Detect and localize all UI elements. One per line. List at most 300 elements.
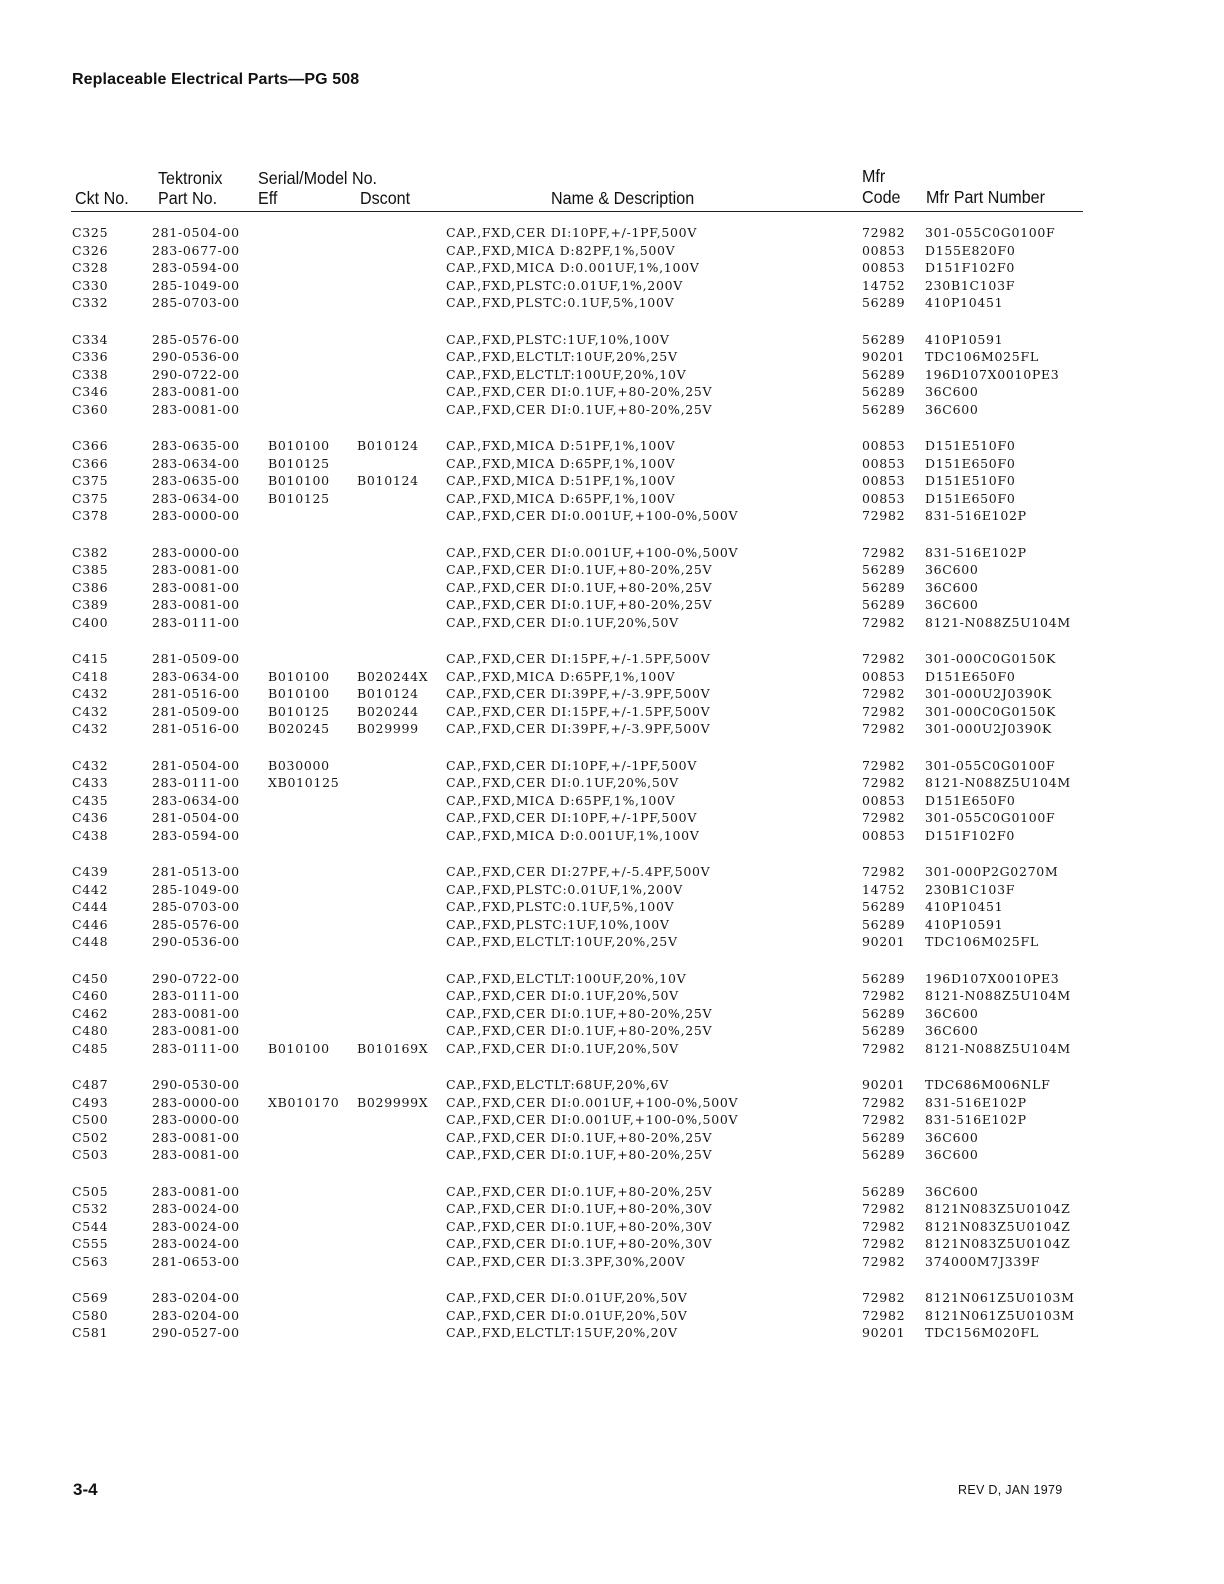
eff-serial: B020245 bbox=[268, 721, 330, 737]
table-row bbox=[0, 1077, 1224, 1095]
part-no: 281-0513-00 bbox=[152, 864, 240, 879]
name-description: CAP.,FXD,CER DI:39PF,+/-3.9PF,500V bbox=[446, 686, 711, 702]
eff-serial: B010100 bbox=[268, 438, 330, 453]
part-no: 290-0530-00 bbox=[152, 1077, 240, 1092]
ckt-no: C378 bbox=[72, 508, 109, 524]
part-no: 283-0081-00 bbox=[152, 1005, 240, 1021]
mfr-code: 56289 bbox=[862, 401, 906, 417]
mfr-code: 00853 bbox=[862, 490, 906, 506]
part-no: 281-0516-00 bbox=[152, 721, 240, 737]
part-no: 283-0081-00 bbox=[152, 597, 240, 613]
ckt-no: C503 bbox=[72, 1147, 109, 1163]
ckt-no: C544 bbox=[72, 1218, 109, 1234]
name-description: CAP.,FXD,CER DI:0.1UF,+80-20%,30V bbox=[446, 1218, 713, 1234]
eff-serial: B010100 bbox=[268, 668, 330, 684]
mfr-part-number: 8121-N088Z5U104M bbox=[925, 988, 1071, 1004]
name-description: CAP.,FXD,CER DI:10PF,+/-1PF,500V bbox=[446, 810, 698, 826]
ckt-no: C346 bbox=[72, 384, 109, 400]
mfr-part-number: 8121N061Z5U0103M bbox=[925, 1290, 1075, 1305]
row-group bbox=[0, 1290, 1224, 1397]
mfr-part-number: 230B1C103F bbox=[925, 277, 1016, 293]
part-no: 283-0111-00 bbox=[152, 1040, 240, 1056]
mfr-part-number: 410P10451 bbox=[925, 295, 1004, 311]
ckt-no: C487 bbox=[72, 1077, 109, 1092]
mfr-part-number: 8121N083Z5U0104Z bbox=[925, 1236, 1071, 1252]
part-no: 283-0594-00 bbox=[152, 827, 240, 843]
table-row bbox=[0, 1112, 1224, 1130]
mfr-part-number: 8121N061Z5U0103M bbox=[925, 1307, 1075, 1323]
name-description: CAP.,FXD,CER DI:0.001UF,+100-0%,500V bbox=[446, 1094, 739, 1110]
mfr-part-number: D155E820F0 bbox=[925, 242, 1016, 258]
mfr-part-number: 196D107X0010PE3 bbox=[925, 970, 1060, 986]
ckt-no: C389 bbox=[72, 597, 109, 613]
table-row bbox=[0, 402, 1224, 420]
table-row bbox=[0, 1201, 1224, 1219]
page-number: 3-4 bbox=[73, 1480, 98, 1499]
part-no: 285-0703-00 bbox=[152, 899, 240, 915]
name-description: CAP.,FXD,CER DI:0.1UF,+80-20%,25V bbox=[446, 1129, 713, 1145]
ckt-no: C442 bbox=[72, 881, 109, 897]
ckt-no: C438 bbox=[72, 827, 109, 843]
row-group bbox=[0, 332, 1224, 439]
part-no: 281-0509-00 bbox=[152, 651, 240, 666]
name-description: CAP.,FXD,ELCTLT:10UF,20%,25V bbox=[446, 349, 678, 365]
name-description: CAP.,FXD,MICA D:0.001UF,1%,100V bbox=[446, 827, 700, 843]
table-row bbox=[0, 491, 1224, 509]
name-description: CAP.,FXD,CER DI:0.1UF,+80-20%,25V bbox=[446, 401, 713, 417]
table-row bbox=[0, 1308, 1224, 1326]
table-row bbox=[0, 775, 1224, 793]
part-no: 281-0504-00 bbox=[152, 810, 240, 826]
mfr-code: 56289 bbox=[862, 1129, 906, 1145]
name-description: CAP.,FXD,PLSTC:0.1UF,5%,100V bbox=[446, 899, 675, 915]
name-description: CAP.,FXD,CER DI:27PF,+/-5.4PF,500V bbox=[446, 864, 711, 879]
ckt-no: C375 bbox=[72, 473, 109, 489]
mfr-code: 56289 bbox=[862, 384, 906, 400]
mfr-code: 72982 bbox=[862, 1218, 906, 1234]
name-description: CAP.,FXD,CER DI:0.1UF,20%,50V bbox=[446, 1040, 679, 1056]
mfr-part-number: 374000M7J339F bbox=[925, 1253, 1041, 1269]
dscont-serial: B020244X bbox=[357, 668, 429, 684]
name-description: CAP.,FXD,MICA D:0.001UF,1%,100V bbox=[446, 260, 700, 276]
ckt-no: C432 bbox=[72, 757, 109, 773]
ckt-no: C502 bbox=[72, 1129, 109, 1145]
name-description: CAP.,FXD,PLSTC:0.01UF,1%,200V bbox=[446, 881, 683, 897]
mfr-code: 72982 bbox=[862, 508, 906, 524]
row-group bbox=[0, 971, 1224, 1078]
table-row bbox=[0, 934, 1224, 952]
row-group bbox=[0, 1184, 1224, 1291]
ckt-no: C336 bbox=[72, 349, 109, 365]
header-tektronix: Tektronix bbox=[158, 168, 223, 188]
name-description: CAP.,FXD,ELCTLT:68UF,20%,6V bbox=[446, 1077, 670, 1092]
part-no: 283-0594-00 bbox=[152, 260, 240, 276]
mfr-part-number: 301-000U2J0390K bbox=[925, 721, 1053, 737]
mfr-part-number: D151E510F0 bbox=[925, 438, 1016, 453]
name-description: CAP.,FXD,MICA D:65PF,1%,100V bbox=[446, 455, 676, 471]
table-row bbox=[0, 1184, 1224, 1202]
eff-serial: B010125 bbox=[268, 490, 330, 506]
name-description: CAP.,FXD,CER DI:0.001UF,+100-0%,500V bbox=[446, 1112, 739, 1128]
mfr-code: 00853 bbox=[862, 438, 906, 453]
name-description: CAP.,FXD,MICA D:51PF,1%,100V bbox=[446, 473, 676, 489]
eff-serial: XB010125 bbox=[268, 775, 340, 791]
row-group bbox=[0, 438, 1224, 545]
name-description: CAP.,FXD,CER DI:10PF,+/-1PF,500V bbox=[446, 757, 698, 773]
ckt-no: C415 bbox=[72, 651, 109, 666]
name-description: CAP.,FXD,CER DI:0.1UF,+80-20%,25V bbox=[446, 562, 713, 578]
table-row bbox=[0, 295, 1224, 313]
part-no: 283-0081-00 bbox=[152, 1147, 240, 1163]
mfr-part-number: 36C600 bbox=[925, 1005, 979, 1021]
mfr-code: 90201 bbox=[862, 1077, 906, 1092]
ckt-no: C386 bbox=[72, 579, 109, 595]
dscont-serial: B010124 bbox=[357, 686, 419, 702]
ckt-no: C326 bbox=[72, 242, 109, 258]
header-serial-model: Serial/Model No. bbox=[258, 168, 378, 188]
name-description: CAP.,FXD,MICA D:65PF,1%,100V bbox=[446, 792, 676, 808]
name-description: CAP.,FXD,CER DI:0.001UF,+100-0%,500V bbox=[446, 544, 739, 560]
mfr-code: 72982 bbox=[862, 1112, 906, 1128]
header-ckt-no: Ckt No. bbox=[75, 188, 129, 208]
dscont-serial: B020244 bbox=[357, 703, 419, 719]
table-row bbox=[0, 456, 1224, 474]
header-dscont: Dscont bbox=[360, 188, 411, 208]
mfr-part-number: 301-055C0G0100F bbox=[925, 810, 1056, 826]
table-row bbox=[0, 349, 1224, 367]
table-row bbox=[0, 332, 1224, 350]
ckt-no: C569 bbox=[72, 1290, 109, 1305]
name-description: CAP.,FXD,CER DI:0.1UF,+80-20%,25V bbox=[446, 1183, 713, 1199]
dscont-serial: B029999 bbox=[357, 721, 419, 737]
ckt-no: C366 bbox=[72, 455, 109, 471]
mfr-part-number: 8121N083Z5U0104Z bbox=[925, 1201, 1071, 1217]
table-row bbox=[0, 988, 1224, 1006]
dscont-serial: B010169X bbox=[357, 1040, 429, 1056]
eff-serial: B010100 bbox=[268, 1040, 330, 1056]
ckt-no: C432 bbox=[72, 703, 109, 719]
mfr-code: 90201 bbox=[862, 934, 906, 950]
table-row bbox=[0, 758, 1224, 776]
ckt-no: C500 bbox=[72, 1112, 109, 1128]
name-description: CAP.,FXD,MICA D:51PF,1%,100V bbox=[446, 438, 676, 453]
header-mfr-part-number: Mfr Part Number bbox=[926, 187, 1045, 207]
mfr-part-number: 301-000C0G0150K bbox=[925, 703, 1057, 719]
mfr-part-number: D151E650F0 bbox=[925, 455, 1016, 471]
mfr-code: 14752 bbox=[862, 881, 906, 897]
header-name-description: Name & Description bbox=[551, 188, 695, 208]
ckt-no: C382 bbox=[72, 544, 109, 560]
table-row bbox=[0, 1254, 1224, 1272]
table-row bbox=[0, 367, 1224, 385]
header-rule bbox=[71, 211, 1083, 212]
mfr-code: 56289 bbox=[862, 579, 906, 595]
dscont-serial: B029999X bbox=[357, 1094, 429, 1110]
ckt-no: C334 bbox=[72, 331, 109, 347]
row-group bbox=[0, 864, 1224, 971]
mfr-part-number: 36C600 bbox=[925, 1183, 979, 1199]
mfr-code: 72982 bbox=[862, 1201, 906, 1217]
part-no: 283-0000-00 bbox=[152, 508, 240, 524]
mfr-part-number: 410P10591 bbox=[925, 916, 1004, 932]
mfr-code: 56289 bbox=[862, 1183, 906, 1199]
ckt-no: C505 bbox=[72, 1183, 109, 1199]
part-no: 281-0516-00 bbox=[152, 686, 240, 702]
part-no: 283-0000-00 bbox=[152, 1112, 240, 1128]
mfr-part-number: 410P10451 bbox=[925, 899, 1004, 915]
eff-serial: B010100 bbox=[268, 686, 330, 702]
part-no: 285-0576-00 bbox=[152, 331, 240, 347]
name-description: CAP.,FXD,ELCTLT:15UF,20%,20V bbox=[446, 1325, 678, 1341]
part-no: 283-0081-00 bbox=[152, 401, 240, 417]
mfr-code: 72982 bbox=[862, 544, 906, 560]
ckt-no: C581 bbox=[72, 1325, 109, 1341]
eff-serial: B010100 bbox=[268, 473, 330, 489]
part-no: 285-0703-00 bbox=[152, 295, 240, 311]
mfr-part-number: 36C600 bbox=[925, 579, 979, 595]
mfr-part-number: 831-516E102P bbox=[925, 1094, 1027, 1110]
name-description: CAP.,FXD,MICA D:65PF,1%,100V bbox=[446, 668, 676, 684]
table-row bbox=[0, 1006, 1224, 1024]
name-description: CAP.,FXD,CER DI:0.1UF,+80-20%,30V bbox=[446, 1201, 713, 1217]
table-row bbox=[0, 1147, 1224, 1165]
part-no: 283-0000-00 bbox=[152, 1094, 240, 1110]
table-row bbox=[0, 882, 1224, 900]
mfr-code: 72982 bbox=[862, 1290, 906, 1305]
ckt-no: C385 bbox=[72, 562, 109, 578]
name-description: CAP.,FXD,PLSTC:1UF,10%,100V bbox=[446, 916, 670, 932]
part-no: 283-0111-00 bbox=[152, 775, 240, 791]
page-title: Replaceable Electrical Parts—PG 508 bbox=[72, 71, 360, 88]
part-no: 281-0653-00 bbox=[152, 1253, 240, 1269]
mfr-code: 56289 bbox=[862, 1023, 906, 1039]
ckt-no: C446 bbox=[72, 916, 109, 932]
ckt-no: C532 bbox=[72, 1201, 109, 1217]
name-description: CAP.,FXD,CER DI:0.1UF,20%,50V bbox=[446, 775, 679, 791]
mfr-code: 00853 bbox=[862, 260, 906, 276]
mfr-code: 00853 bbox=[862, 827, 906, 843]
ckt-no: C580 bbox=[72, 1307, 109, 1323]
mfr-code: 72982 bbox=[862, 1307, 906, 1323]
table-row bbox=[0, 669, 1224, 687]
part-no: 283-0081-00 bbox=[152, 1129, 240, 1145]
name-description: CAP.,FXD,CER DI:0.1UF,+80-20%,25V bbox=[446, 597, 713, 613]
ckt-no: C480 bbox=[72, 1023, 109, 1039]
ckt-no: C448 bbox=[72, 934, 109, 950]
ckt-no: C433 bbox=[72, 775, 109, 791]
mfr-part-number: 36C600 bbox=[925, 597, 979, 613]
mfr-part-number: 8121-N088Z5U104M bbox=[925, 1040, 1071, 1056]
name-description: CAP.,FXD,CER DI:0.1UF,+80-20%,30V bbox=[446, 1236, 713, 1252]
table-row bbox=[0, 260, 1224, 278]
ckt-no: C435 bbox=[72, 792, 109, 808]
mfr-code: 56289 bbox=[862, 331, 906, 347]
ckt-no: C400 bbox=[72, 614, 109, 630]
name-description: CAP.,FXD,PLSTC:0.1UF,5%,100V bbox=[446, 295, 675, 311]
dscont-serial: B010124 bbox=[357, 473, 419, 489]
mfr-code: 56289 bbox=[862, 970, 906, 986]
row-group bbox=[0, 758, 1224, 865]
name-description: CAP.,FXD,CER DI:0.001UF,+100-0%,500V bbox=[446, 508, 739, 524]
mfr-part-number: 8121-N088Z5U104M bbox=[925, 614, 1071, 630]
table-row bbox=[0, 615, 1224, 633]
part-no: 283-0635-00 bbox=[152, 438, 240, 453]
name-description: CAP.,FXD,CER DI:15PF,+/-1.5PF,500V bbox=[446, 651, 711, 666]
mfr-part-number: 301-055C0G0100F bbox=[925, 225, 1056, 240]
eff-serial: XB010170 bbox=[268, 1094, 340, 1110]
mfr-part-number: 8121N083Z5U0104Z bbox=[925, 1218, 1071, 1234]
mfr-part-number: 36C600 bbox=[925, 1147, 979, 1163]
part-no: 281-0509-00 bbox=[152, 703, 240, 719]
mfr-code: 56289 bbox=[862, 295, 906, 311]
mfr-code: 00853 bbox=[862, 792, 906, 808]
part-no: 283-0081-00 bbox=[152, 579, 240, 595]
mfr-code: 72982 bbox=[862, 864, 906, 879]
mfr-code: 56289 bbox=[862, 366, 906, 382]
parts-table bbox=[0, 225, 1224, 1397]
name-description: CAP.,FXD,PLSTC:0.01UF,1%,200V bbox=[446, 277, 683, 293]
mfr-code: 72982 bbox=[862, 651, 906, 666]
ckt-no: C332 bbox=[72, 295, 109, 311]
mfr-code: 90201 bbox=[862, 349, 906, 365]
name-description: CAP.,FXD,CER DI:15PF,+/-1.5PF,500V bbox=[446, 703, 711, 719]
ckt-no: C432 bbox=[72, 686, 109, 702]
table-row bbox=[0, 704, 1224, 722]
part-no: 281-0504-00 bbox=[152, 225, 240, 240]
part-no: 283-0024-00 bbox=[152, 1236, 240, 1252]
name-description: CAP.,FXD,CER DI:0.1UF,+80-20%,25V bbox=[446, 384, 713, 400]
ckt-no: C555 bbox=[72, 1236, 109, 1252]
mfr-part-number: 301-000P2G0270M bbox=[925, 864, 1059, 879]
part-no: 283-0081-00 bbox=[152, 384, 240, 400]
part-no: 290-0527-00 bbox=[152, 1325, 240, 1341]
mfr-code: 72982 bbox=[862, 1253, 906, 1269]
table-row bbox=[0, 971, 1224, 989]
ckt-no: C460 bbox=[72, 988, 109, 1004]
part-no: 283-0000-00 bbox=[152, 544, 240, 560]
mfr-part-number: 8121-N088Z5U104M bbox=[925, 775, 1071, 791]
ckt-no: C485 bbox=[72, 1040, 109, 1056]
mfr-code: 72982 bbox=[862, 721, 906, 737]
revision-date: REV D, JAN 1979 bbox=[958, 1483, 1063, 1497]
part-no: 283-0081-00 bbox=[152, 1183, 240, 1199]
table-row bbox=[0, 917, 1224, 935]
mfr-part-number: TDC686M006NLF bbox=[925, 1077, 1051, 1092]
dscont-serial: B010124 bbox=[357, 438, 419, 453]
part-no: 283-0204-00 bbox=[152, 1290, 240, 1305]
table-row bbox=[0, 243, 1224, 261]
eff-serial: B010125 bbox=[268, 703, 330, 719]
row-group bbox=[0, 651, 1224, 758]
part-no: 283-0081-00 bbox=[152, 1023, 240, 1039]
mfr-part-number: D151E650F0 bbox=[925, 490, 1016, 506]
row-group bbox=[0, 1077, 1224, 1184]
part-no: 285-1049-00 bbox=[152, 881, 240, 897]
mfr-part-number: D151F102F0 bbox=[925, 827, 1016, 843]
header-eff: Eff bbox=[258, 188, 278, 208]
table-row bbox=[0, 1236, 1224, 1254]
ckt-no: C366 bbox=[72, 438, 109, 453]
mfr-part-number: 196D107X0010PE3 bbox=[925, 366, 1060, 382]
part-no: 283-0111-00 bbox=[152, 614, 240, 630]
header-part-no: Part No. bbox=[158, 188, 218, 208]
ckt-no: C325 bbox=[72, 225, 109, 240]
table-row bbox=[0, 1325, 1224, 1343]
table-row bbox=[0, 1095, 1224, 1113]
part-no: 283-0024-00 bbox=[152, 1201, 240, 1217]
part-no: 281-0504-00 bbox=[152, 757, 240, 773]
mfr-code: 72982 bbox=[862, 614, 906, 630]
table-row bbox=[0, 1023, 1224, 1041]
ckt-no: C462 bbox=[72, 1005, 109, 1021]
mfr-part-number: 831-516E102P bbox=[925, 1112, 1027, 1128]
table-row bbox=[0, 545, 1224, 563]
part-no: 290-0722-00 bbox=[152, 970, 240, 986]
ckt-no: C493 bbox=[72, 1094, 109, 1110]
ckt-no: C338 bbox=[72, 366, 109, 382]
mfr-part-number: 410P10591 bbox=[925, 331, 1004, 347]
name-description: CAP.,FXD,ELCTLT:100UF,20%,10V bbox=[446, 970, 687, 986]
mfr-code: 72982 bbox=[862, 1094, 906, 1110]
mfr-code: 72982 bbox=[862, 1040, 906, 1056]
table-row bbox=[0, 864, 1224, 882]
mfr-code: 00853 bbox=[862, 455, 906, 471]
mfr-code: 72982 bbox=[862, 757, 906, 773]
mfr-code: 00853 bbox=[862, 668, 906, 684]
part-no: 283-0634-00 bbox=[152, 792, 240, 808]
mfr-code: 72982 bbox=[862, 810, 906, 826]
mfr-code: 72982 bbox=[862, 686, 906, 702]
table-row bbox=[0, 651, 1224, 669]
mfr-part-number: 36C600 bbox=[925, 562, 979, 578]
table-row bbox=[0, 580, 1224, 598]
mfr-code: 90201 bbox=[862, 1325, 906, 1341]
part-no: 290-0536-00 bbox=[152, 934, 240, 950]
part-no: 283-0081-00 bbox=[152, 562, 240, 578]
table-row bbox=[0, 597, 1224, 615]
table-row bbox=[0, 562, 1224, 580]
name-description: CAP.,FXD,CER DI:0.1UF,+80-20%,25V bbox=[446, 1147, 713, 1163]
mfr-part-number: 230B1C103F bbox=[925, 881, 1016, 897]
part-no: 283-0634-00 bbox=[152, 490, 240, 506]
table-row bbox=[0, 1290, 1224, 1308]
table-row bbox=[0, 508, 1224, 526]
name-description: CAP.,FXD,ELCTLT:100UF,20%,10V bbox=[446, 366, 687, 382]
name-description: CAP.,FXD,CER DI:3.3PF,30%,200V bbox=[446, 1253, 686, 1269]
table-row bbox=[0, 1130, 1224, 1148]
mfr-part-number: D151E650F0 bbox=[925, 668, 1016, 684]
mfr-code: 56289 bbox=[862, 899, 906, 915]
name-description: CAP.,FXD,MICA D:82PF,1%,500V bbox=[446, 242, 676, 258]
part-no: 290-0536-00 bbox=[152, 349, 240, 365]
mfr-code: 72982 bbox=[862, 225, 906, 240]
part-no: 283-0634-00 bbox=[152, 668, 240, 684]
mfr-code: 56289 bbox=[862, 562, 906, 578]
mfr-code: 72982 bbox=[862, 775, 906, 791]
name-description: CAP.,FXD,CER DI:0.1UF,+80-20%,25V bbox=[446, 1005, 713, 1021]
name-description: CAP.,FXD,PLSTC:1UF,10%,100V bbox=[446, 331, 670, 347]
table-row bbox=[0, 278, 1224, 296]
mfr-part-number: D151F102F0 bbox=[925, 260, 1016, 276]
part-no: 290-0722-00 bbox=[152, 366, 240, 382]
header-code: Code bbox=[862, 187, 901, 207]
ckt-no: C444 bbox=[72, 899, 109, 915]
name-description: CAP.,FXD,CER DI:10PF,+/-1PF,500V bbox=[446, 225, 698, 240]
mfr-part-number: TDC106M025FL bbox=[925, 349, 1039, 365]
eff-serial: B030000 bbox=[268, 757, 330, 773]
part-no: 283-0024-00 bbox=[152, 1218, 240, 1234]
table-row bbox=[0, 384, 1224, 402]
